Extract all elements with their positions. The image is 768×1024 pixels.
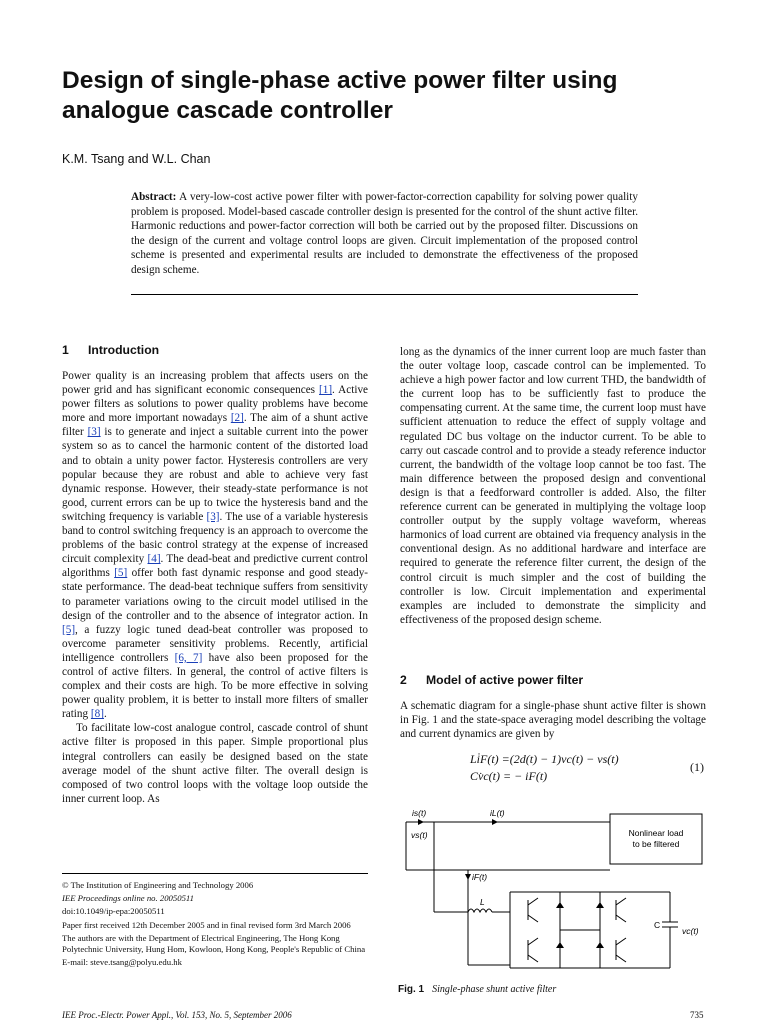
label-inductor: L <box>480 897 485 907</box>
online-number: IEE Proceedings online no. 20050511 <box>62 893 194 904</box>
intro-paragraph-3: long as the dynamics of the inner current loop are much faster than the outer voltage loop, cascade control can be implemented. To achieve a high power factor and low current THD, the bandwidth of the current loop has to be sufficiently fast to produce the compensating current. At the same time, the current loop must have sufficient attenuation to reduce the effect of supply voltage and regulated DC bus voltage on the inductor current. To be able to carry out cascade control and to provide a steady reference inductor current, the bandwidth of the voltage loop cannot be too fast. The main difference between the proposed design and conventional design is that a feedforward controller is added. Also, the filter reference current can be generated in multiplying the voltage loop controller output by the supply voltage waveform, whereas harmonics of load current are obtained via frequency analysis in the conventional design. As no additional hardware and interface are required to generate the reference filter current, the design of the control circuit is much simpler and the cost of building the controller is low. Circuit implementation and experimental examples are included to demonstrate the simplicity and effectiveness of the proposed design scheme. <box>400 346 706 626</box>
citation-link[interactable]: [6, 7] <box>174 651 203 664</box>
label-il: iL(t) <box>490 808 505 818</box>
paper-title: Design of single-phase active power filter using analogue cascade controller <box>62 67 618 124</box>
equation-line-1: Li̇F(t) =(2d(t) − 1)vc(t) − vs(t) <box>470 752 619 766</box>
intro-paragraph-2: To facilitate low-cost analogue control, cascade control of shunt active filter is proposed in this paper. Simple proportional plus integral controllers can easily be designed based on the state average model of the shunt active filter. The overall design is composed of two control loops with the voltage loop outside the inner current loop. As <box>62 722 368 805</box>
journal-footer: IEE Proc.-Electr. Power Appl., Vol. 153, No. 5, September 2006 <box>62 1010 292 1020</box>
section-number: 1 <box>62 343 69 357</box>
equation-number: (1) <box>690 760 704 774</box>
citation-link[interactable]: [4] <box>147 553 161 566</box>
citation-link[interactable]: [3] <box>87 426 101 439</box>
figure-caption-text: Single-phase shunt active filter <box>432 984 557 995</box>
copyright-note: © The Institution of Engineering and Technology 2006 <box>62 880 254 890</box>
section-2-heading <box>400 673 583 687</box>
figure-label: Fig. 1 <box>398 984 425 995</box>
doi: doi:10.1049/ip-epa:20050511 <box>62 906 165 917</box>
load-label-line-1: Nonlinear load <box>628 828 684 838</box>
footnote-divider <box>62 873 368 874</box>
citation-link[interactable]: [1] <box>319 384 333 397</box>
label-vs: vs(t) <box>411 830 428 840</box>
author-list: K.M. Tsang and W.L. Chan <box>62 152 211 166</box>
email[interactable]: E-mail: steve.tsang@polyu.edu.hk <box>62 957 182 968</box>
citation-link[interactable]: [2] <box>230 412 244 425</box>
equation-line-2: Cv̇c(t) = − iF(t) <box>470 769 548 783</box>
citation-link[interactable]: [8] <box>90 708 104 721</box>
diode <box>596 902 604 908</box>
abstract-text: A very-low-cost active power filter with power-factor-correction capability for solving power quality problem is proposed. Model-based cascade controller design is presented for the control of the shunt active filter. Harmonic reductions and power-factor correction will both be carried out by the proposed filter. Discussions on the design of the current and voltage control loops are given. Circuit implementation of the proposed control scheme is presented and experimental results are included to demonstrate the effectiveness of the proposed design scheme. <box>131 191 638 276</box>
diode <box>556 942 564 948</box>
label-vc: vc(t) <box>682 926 699 936</box>
citation-link[interactable]: [5] <box>62 623 76 636</box>
abstract-label: Abstract: <box>131 191 177 203</box>
citation-link[interactable]: [5] <box>114 567 128 580</box>
label-is: is(t) <box>412 808 427 818</box>
section-title: Introduction <box>88 343 160 357</box>
model-paragraph-1: A schematic diagram for a single-phase shunt active filter is shown in Fig. 1 and the state-space averaging model describing the voltage and current dynamics are given by <box>400 700 706 741</box>
citation-link[interactable]: [3] <box>206 510 220 523</box>
load-label-line-2: to be filtered <box>632 839 680 849</box>
label-capacitor: C <box>654 920 661 930</box>
right-column-top <box>400 345 706 627</box>
section-title: Model of active power filter <box>426 673 584 687</box>
diode <box>556 902 564 908</box>
abstract <box>131 190 638 278</box>
circuit-diagram <box>398 800 710 980</box>
equation-1 <box>470 751 619 785</box>
label-if: iF(t) <box>472 872 488 882</box>
diode <box>596 942 604 948</box>
figure-caption <box>398 984 556 995</box>
left-column <box>62 369 368 806</box>
affiliation: The authors are with the Department of Electrical Engineering, The Hong Kong Polytechnic University, Hung Hom, Kowloon, Hong Kong, People's Republic of China <box>62 932 366 955</box>
received-date: Paper first received 12th December 2005 and in final revised form 3rd March 2006 <box>62 919 351 930</box>
inductor <box>468 909 492 912</box>
right-column-section-2 <box>400 699 706 741</box>
section-1-heading <box>62 343 159 357</box>
page-number: 735 <box>690 1010 704 1020</box>
footnotes <box>62 880 372 970</box>
section-number: 2 <box>400 673 407 687</box>
intro-paragraph-1: Power quality is an increasing problem that affects users on the power grid and has significant economic consequences [1]. Active power filters as solutions to power quality problems have become more and more important nowadays [2]. The aim of a shunt active filter [3] is to generate and inject a suitable current into the power system so as to cancel the harmonic content of the distorted load and to obtain a unity power factor. Hysteresis controllers are very popular because they are robust and able to achieve very fast dynamic response. However, their steady-state performance is not good, current errors can be up to twice the hysteresis band and the switching frequency is variable [3]. The use of a variable hysteresis band to control switching frequency is an approach to overcome the problems of the basic control strategy at the expense of increased circuit complexity [4]. The dead-beat and predictive current control algorithms [5] offer both fast dynamic response and good steady-state performance. The dead-beat technique suffers from sensitivity to parameter variations owing to the circuit model utilised in the design of the controller and to the absence of integrator action. In [5], a fuzzy logic tuned dead-beat controller was proposed to overcome parameter sensitivity problems. Recently, artificial intelligence controllers [6, 7] have also been proposed for the control of active filters. In general, the control of active filters is complex and their costs are high. To be more effective in solving power quality problem, it is better to install more filters of smaller rating [8]. <box>62 370 369 721</box>
abstract-divider <box>131 294 638 295</box>
